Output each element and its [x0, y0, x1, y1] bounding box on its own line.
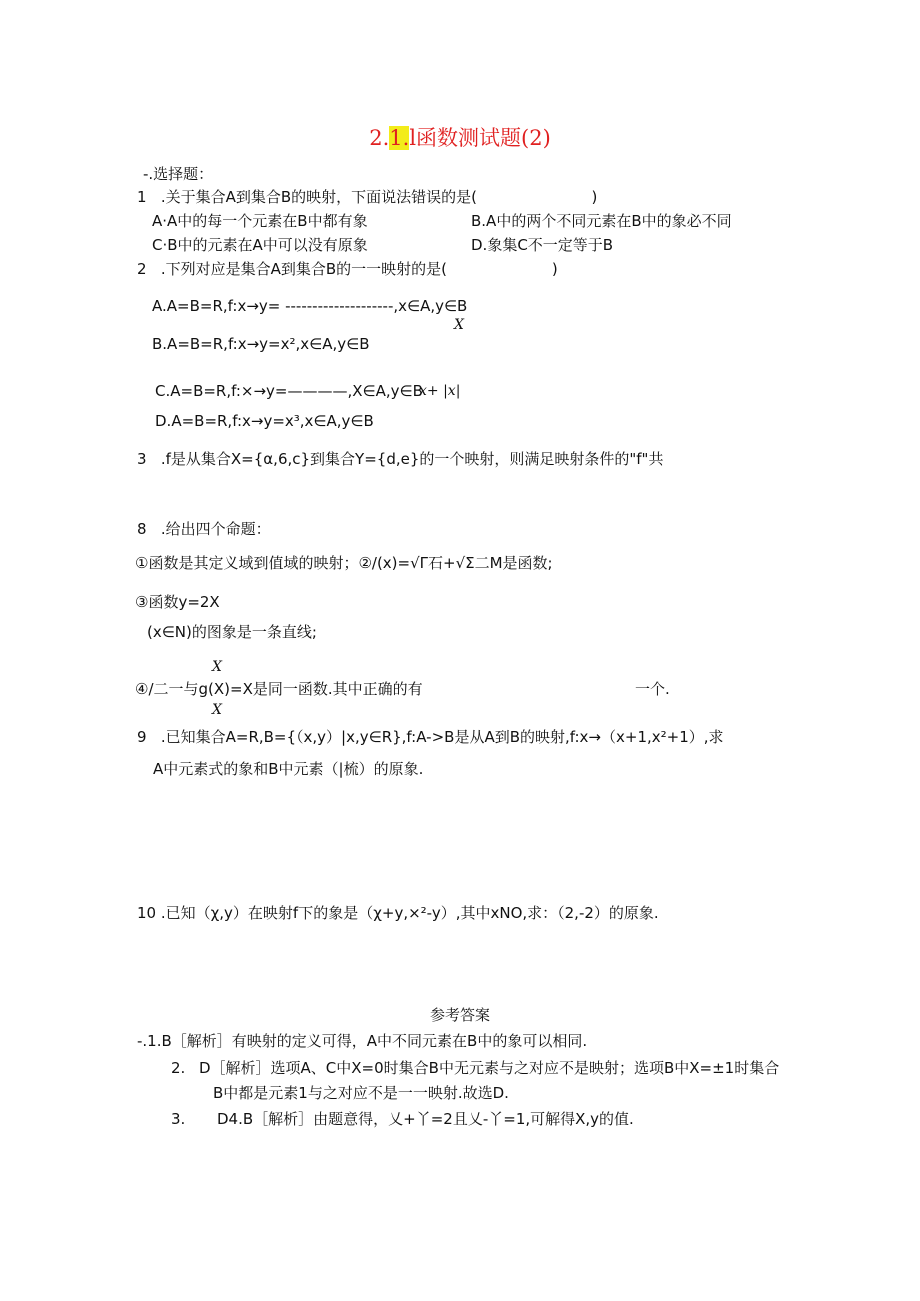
answer-2-number: 2.	[171, 1059, 186, 1077]
question-8-answer-blank: 一个.	[635, 680, 670, 698]
question-10: 10 .已知（χ,y）在映射f下的象是（χ+y,×²-y）,其中xNO,求：（2,-2）的原象.	[137, 904, 659, 922]
answer-3-number: 3.	[171, 1110, 186, 1128]
question-8-statement-4: ④/二一与g(X)=X是同一函数.其中正确的有	[135, 680, 423, 698]
answer-3: D4.B［解析］由题意得，乂+丫=2且乂-丫=1,可解得X,y的值.	[217, 1110, 634, 1128]
question-3: 3 .f是从集合X={α,6,c}到集合Y={d,e}的一个映射，则满足映射条件的"f"共	[137, 450, 664, 468]
document-title: 2.1.l函数测试题(2)	[369, 126, 551, 150]
question-2-option-a: A.A=B=R,f:x→y= --------------------,x∈A,y∈B	[152, 297, 468, 315]
question-1-option-d: D.象集C不一定等于B	[471, 236, 614, 254]
question-9: 9 .已知集合A=R,B={（x,y）|x,y∈R},f:A->B是从A到B的映射,f:x→（x+1,x²+1）,求	[137, 728, 724, 746]
question-2-option-c-expression: x+ |x|	[419, 383, 461, 399]
question-1-option-b: B.A中的两个不同元素在B中的象必不同	[471, 212, 732, 230]
answer-2: D［解析］选项A、C中X=0时集合B中无元素与之对应不是映射；选项B中X=±1时集合	[199, 1059, 780, 1077]
question-2: 2 .下列对应是集合A到集合B的一一映射的是( )	[137, 260, 558, 278]
question-2-option-a-denominator: X	[454, 317, 464, 333]
question-1-option-a: A·A中的每一个元素在B中都有象	[152, 212, 368, 230]
question-8-fraction-denominator: X	[212, 702, 222, 718]
question-2-option-c: C.A=B=R,f:×→y=————,X∈A,y∈B	[155, 382, 423, 400]
answers-heading: 参考答案	[429, 1006, 490, 1024]
question-8-statement-1-2: ①函数是其定义域到值域的映射；②/(x)=√Γ石+√Σ二M是函数;	[135, 554, 553, 572]
question-2-option-b: B.A=B=R,f:x→y=x²,x∈A,y∈B	[152, 335, 370, 353]
section-heading: -.选择题：	[143, 165, 214, 183]
question-1-option-c: C·B中的元素在A中可以没有原象	[152, 236, 368, 254]
answer-1: -.1.B［解析］有映射的定义可得，A中不同元素在B中的象可以相同.	[137, 1032, 588, 1050]
question-1: 1 .关于集合A到集合B的映射，下面说法错误的是( )	[137, 188, 598, 206]
question-2-option-d: D.A=B=R,f:x→y=x³,x∈A,y∈B	[155, 412, 374, 430]
question-9-cont: A中元素式的象和B中元素（|梳）的原象.	[153, 760, 424, 778]
question-8-fraction-numerator: X	[212, 659, 222, 675]
question-8-statement-3: ③函数y=2X	[135, 593, 220, 611]
question-8: 8 .给出四个命题：	[137, 520, 271, 538]
question-8-statement-3-cont: (x∈N)的图象是一条直线;	[147, 623, 317, 641]
answer-2-cont: B中都是元素1与之对应不是一一映射.故选D.	[213, 1084, 509, 1102]
